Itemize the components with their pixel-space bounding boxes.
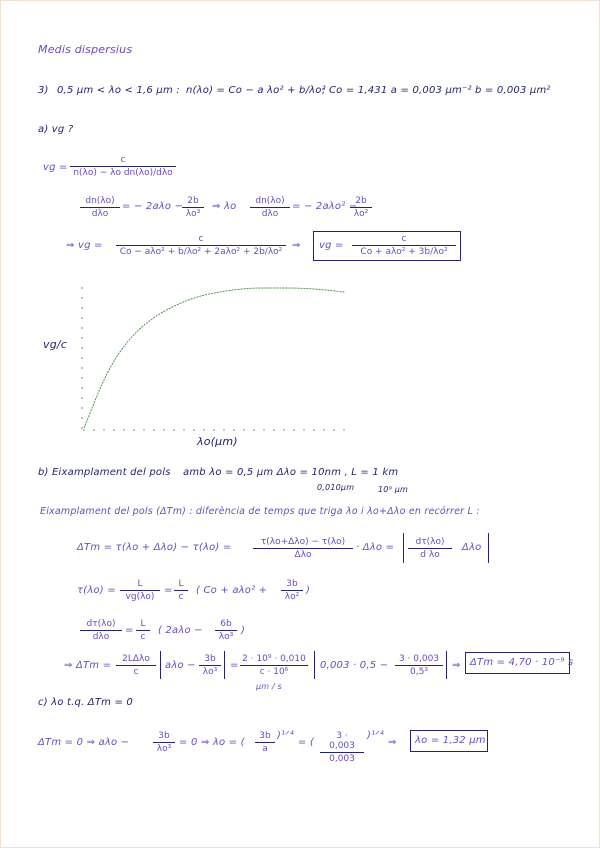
c-exp2: )¹ᐟ⁴ [367,730,384,741]
eq1-tail: Δλo [462,542,482,553]
series-line [84,288,345,428]
tau-f3: $\frac{3b}{\text{λo²}}$ [281,579,303,602]
final-abs-b: 0,003 · 0,5 − [320,660,389,671]
tau-f2: $\frac{L}{c}$ [174,579,188,602]
final-abs-a: aλo − [165,660,196,671]
c-eq-start: ΔTm = 0 ⇒ aλo − [38,737,130,748]
c-eq-mid: = 0 ⇒ λo = ( [179,737,245,748]
deriv-frac-b: dn(λo) dλo [250,196,290,219]
final-f1: 2LΔλo c [116,654,156,677]
vg-lhs: vg = [43,162,68,173]
final-f2: $\frac{\text{2 · 10⁹ · 0,010}}{\text{c · 10⁶}}$ [240,654,308,677]
dtau-eq: = [125,625,134,636]
tau-eq: = [164,585,173,596]
deriv-fraction: dn(λo) dλo [80,196,120,219]
definition: Eixamplament del pols (ΔTm) : diferència de temps que triga λo i λo+Δλo en recórrer L : [40,506,480,517]
boxed-fraction: c Co + aλo² + 3b/λo² [352,234,456,257]
c-f2: $\frac{3b}{a}$ [255,731,275,754]
result-fraction: c Co − aλo² + b/λo² + 2aλo² + 2b/λo² [116,234,286,257]
boxed-lhs: vg = [319,240,344,251]
abs-bar-right [488,533,489,563]
problem-constants: ; Co = 1,431 a = 0,003 μm⁻² b = 0,003 μm² [322,85,551,96]
chart-xlabel: λo(μm) [197,435,238,448]
eq1-frac: τ(λo+Δλo) − τ(λo) Δλo [253,537,353,560]
part-b-given: amb λo = 0,5 μm Δλo = 10nm , L = 1 km [183,467,399,478]
deriv-frac2: $\frac{2b}{\text{λo³}}$ [182,196,204,219]
tau-close: ) [306,585,311,596]
final-abs-bar2 [224,651,225,679]
tau-f1: $\frac{L}{vg(\lambda o)}$ [120,579,160,602]
final-under: μm / s [256,682,283,691]
c-result: λo = 1,32 μm [415,735,486,746]
final-prefix: ⇒ ΔTm = [64,660,112,671]
dtau-paren: ( 2aλo − [158,625,203,636]
given-under1: 0,010μm [317,483,355,492]
c-exp: )¹ᐟ⁴ [277,730,294,741]
final-arrow: ⇒ [452,660,461,671]
dtau-f: $\frac{L}{c}$ [136,619,150,642]
dtau-frac: dτ(λo) dλo [80,619,122,642]
eq1-abs-frac: $\frac{d\tau(\lambda o)}{\text{d λo}}$ [408,537,452,560]
deriv-eq1: = − 2aλo − [122,201,184,212]
problem-number: 3) [38,85,49,96]
page-title: Medis dispersius [38,43,133,56]
vg-den: n(λo) − λo dn(λo)/dλo [73,168,173,178]
part-c-label: c) λo t.q. ΔTm = 0 [38,697,133,708]
final-result: ΔTm = 4,70 · 10⁻⁹ s [470,657,574,668]
final-abs-bar3 [314,651,315,679]
c-arrow: ⇒ [388,737,397,748]
final-abs-bar1 [160,651,161,679]
tau-paren: ( Co + aλo² + [196,585,268,596]
eq1-mid: · Δλo = [356,542,395,553]
given-under2: 10⁹ μm [378,485,409,494]
final-abs-f3: $\frac{3 \cdot 0,003}{\text{0,5³}}$ [395,654,443,677]
deriv-eq2: = − 2aλo² − [292,201,358,212]
final-eq: = [230,660,239,671]
deriv-arrow: ⇒ λo [212,201,237,212]
c-f1: $\frac{3b}{\text{λo³}}$ [153,731,175,754]
eq1: ΔTm = τ(λo + Δλo) − τ(λo) = [77,542,232,553]
c-eq-eq: = ( [298,737,315,748]
chart-ylabel: vg/c [43,338,68,351]
tau-lhs: τ(λo) = [77,585,116,596]
vg-num: c [70,155,176,167]
final-abs-f: $\frac{3b}{\text{λo³}}$ [199,654,221,677]
result-arrow: ⇒ [292,240,301,251]
abs-bar-left [403,533,404,563]
part-a-label: a) vg ? [38,124,74,135]
problem-equation: n(λo) = Co − a λo² + b/λo² [186,85,326,96]
c-f3: $\frac{3 \cdot 0,003}{0,003}$ [320,731,364,764]
problem-range: 0,5 μm < λo < 1,6 μm : [57,85,180,96]
dtau-close: ) [241,625,246,636]
dtau-f2: $\frac{6b}{\text{λo³}}$ [215,619,237,642]
final-abs-bar4 [446,651,447,679]
deriv-frac3: $\frac{2b}{\text{λo²}}$ [350,196,372,219]
result-prefix: ⇒ vg = [66,240,103,251]
part-b-label: b) Eixamplament del pols [38,467,171,478]
